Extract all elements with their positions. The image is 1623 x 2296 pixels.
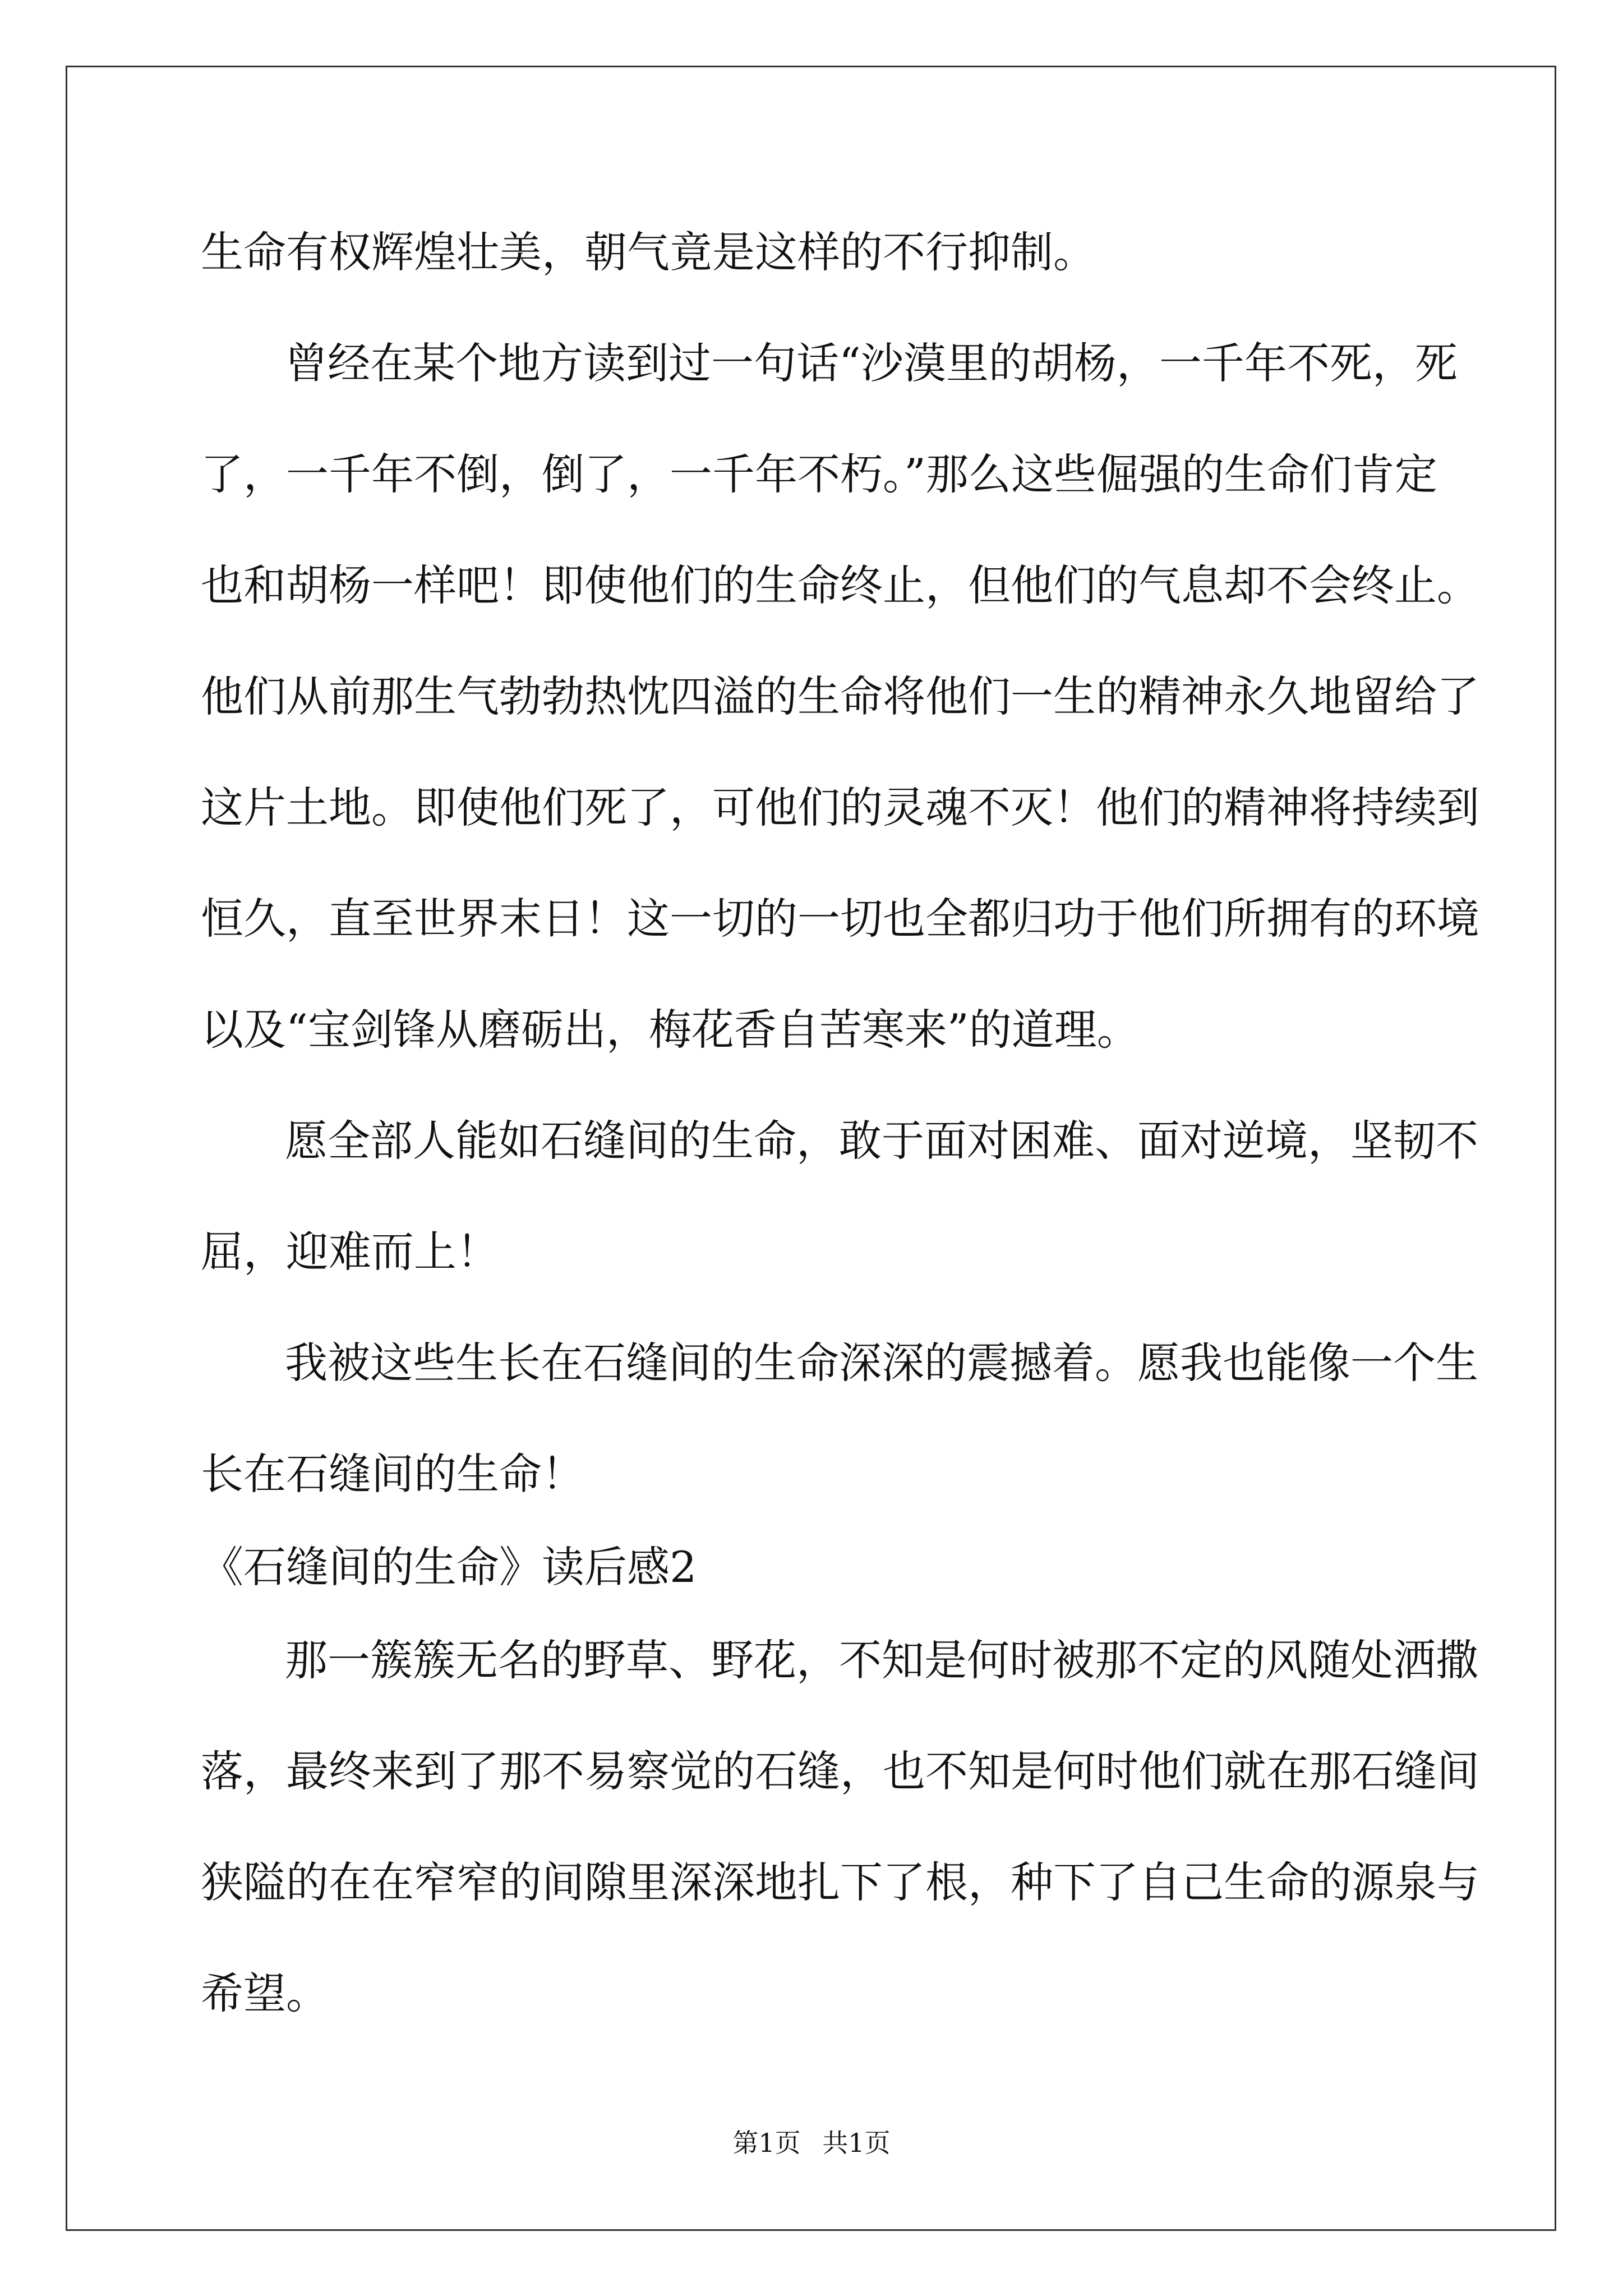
paragraph-line: 这片土地。即使他们死了，可他们的灵魂不灭！他们的精神将持续到 (201, 783, 1479, 832)
paragraph-line: 曾经在某个地方读到过一句话“沙漠里的胡杨，一千年不死，死 (285, 338, 1458, 388)
paragraph-line: 愿全部人能如石缝间的生命，敢于面对困难、面对逆境，坚韧不 (285, 1116, 1478, 1166)
page-number: 第1页 (732, 2128, 801, 2158)
paragraph-line: 以及“宝剑锋从磨砺出，梅花香自苦寒来”的道理。 (201, 1005, 1140, 1055)
paragraph-line: 生命有权辉煌壮美，朝气竟是这样的不行抑制。 (201, 227, 1096, 277)
page-total: 共1页 (822, 2128, 891, 2158)
paragraph-line: 了，一千年不倒，倒了，一千年不朽。”那么这些倔强的生命们肯定 (201, 449, 1437, 499)
paragraph-line: 也和胡杨一样吧！即使他们的生命终止，但他们的气息却不会终止。 (201, 560, 1479, 610)
paragraph-line: 狭隘的在在窄窄的间隙里深深地扎下了根，种下了自己生命的源泉与 (201, 1857, 1479, 1907)
paragraph-line: 那一簇簇无名的野草、野花，不知是何时被那不定的风随处洒撒 (285, 1635, 1478, 1685)
paragraph-line: 长在石缝间的生命！ (201, 1449, 584, 1499)
paragraph-line: 落，最终来到了那不易察觉的石缝，也不知是何时他们就在那石缝间 (201, 1746, 1479, 1796)
paragraph-line: 希望。 (201, 1968, 329, 2018)
section-heading: 《石缝间的生命》读后感2 (201, 1542, 697, 1592)
paragraph-line: 屈，迎难而上！ (201, 1227, 499, 1277)
page-footer (0, 2126, 1623, 2160)
paragraph-line: 我被这些生长在石缝间的生命深深的震撼着。愿我也能像一个生 (285, 1338, 1478, 1388)
paragraph-line: 恒久，直至世界末日！这一切的一切也全都归功于他们所拥有的环境 (201, 894, 1479, 944)
paragraph-line: 他们从前那生气勃勃热忱四溢的生命将他们一生的精神永久地留给了 (201, 671, 1479, 721)
